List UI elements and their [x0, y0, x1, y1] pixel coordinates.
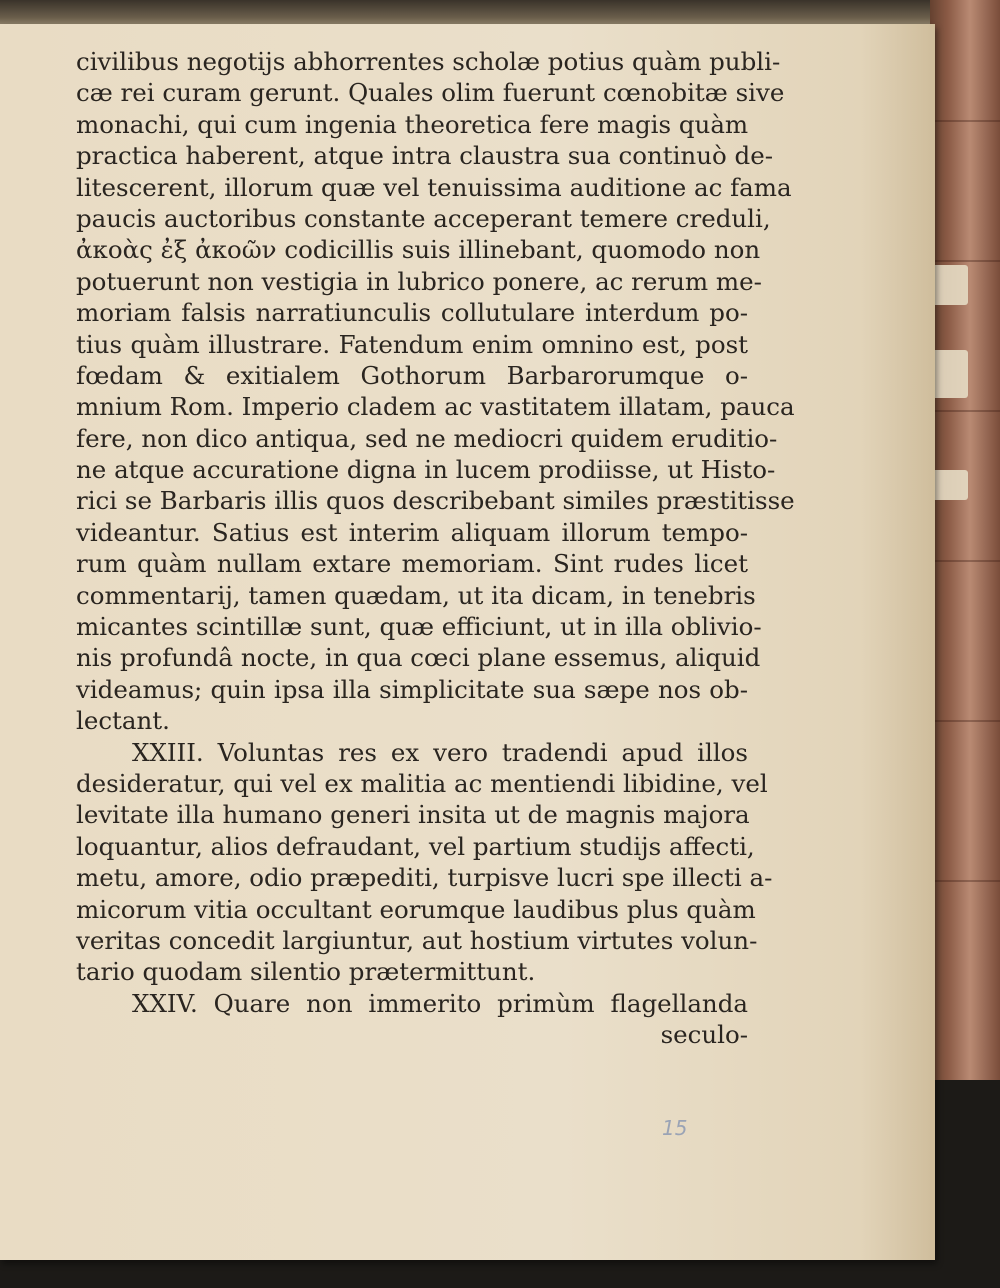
text-line: ne atque accuratione digna in lucem prodiisse, ut Histo-: [76, 455, 776, 485]
text-line: videamus; quin ipsa illa simplicitate sua sæpe nos ob-: [76, 674, 748, 704]
text-line: micantes scintillæ sunt, quæ efficiunt, ut in illa oblivio-: [76, 612, 762, 642]
book-edge: [925, 0, 1000, 1080]
text-line: loquantur, alios defraudant, vel partium studijs affecti,: [76, 831, 755, 861]
page-tab: [930, 265, 968, 305]
text-line: micorum vitia occultant eorumque laudibus plus quàm: [76, 894, 756, 924]
paragraph-start: XXIV. Quare non immerito primùm flagellanda: [132, 988, 748, 1018]
text-line: lectant.: [76, 706, 170, 736]
text-line: metu, amore, odio præpediti, turpisve lucri spe illecti a-: [76, 863, 773, 893]
catchword: seculo-: [660, 1020, 748, 1050]
text-line: civilibus negotijs abhorrentes scholæ potius quàm publi-: [76, 47, 781, 76]
text-line: rum quàm nullam extare memoriam. Sint rudes licet: [76, 549, 748, 579]
text-line: fere, non dico antiqua, sed ne mediocri quidem eruditio-: [76, 423, 778, 453]
text-line: ἀκοὰς ἐξ ἀκοῶν codicillis suis illinebant, quomodo non: [76, 235, 761, 265]
text-line: veritas concedit largiuntur, aut hostium virtutes volun-: [76, 925, 758, 955]
text-line: tius quàm illustrare. Fatendum enim omnino est, post: [76, 329, 748, 359]
text-line: cæ rei curam gerunt. Quales olim fuerunt cœnobitæ sive: [76, 78, 785, 108]
text-line: fœdam & exitialem Gothorum Barbarorumque o-: [76, 360, 748, 390]
text-line: monachi, qui cum ingenia theoretica fere magis quàm: [76, 109, 749, 139]
text-line: nis profundâ nocte, in qua cœci plane essemus, aliquid: [76, 643, 761, 673]
text-line: levitate illa humano generi insita ut de magnis majora: [76, 800, 750, 830]
text-line: videantur. Satius est interim aliquam illorum tempo-: [76, 517, 748, 547]
text-line: rici se Barbaris illis quos describebant similes præstitisse: [76, 486, 795, 516]
text-line: potuerunt non vestigia in lubrico ponere, ac rerum me-: [76, 266, 762, 296]
text-line: desideratur, qui vel ex malitia ac mentiendi libidine, vel: [76, 768, 768, 798]
book-page: [0, 24, 935, 1260]
page-tab: [930, 350, 968, 398]
text-line: moriam falsis narratiunculis collutulare interdum po-: [76, 298, 748, 328]
page-text: [76, 46, 795, 1051]
text-line: practica haberent, atque intra claustra sua continuò de-: [76, 141, 773, 171]
pencil-page-mark: 15: [662, 1116, 688, 1140]
text-line: commentarij, tamen quædam, ut ita dicam, in tenebris: [76, 580, 756, 610]
page-tab: [930, 470, 968, 500]
text-line: tario quodam silentio prætermittunt.: [76, 957, 536, 987]
text-line: litescerent, illorum quæ vel tenuissima auditione ac fama: [76, 172, 792, 202]
text-line: mnium Rom. Imperio cladem ac vastitatem illatam, pauca: [76, 392, 795, 422]
paragraph-start: XXIII. Voluntas res ex vero tradendi apud illos: [132, 737, 748, 767]
text-line: paucis auctoribus constante acceperant temere creduli,: [76, 203, 771, 233]
